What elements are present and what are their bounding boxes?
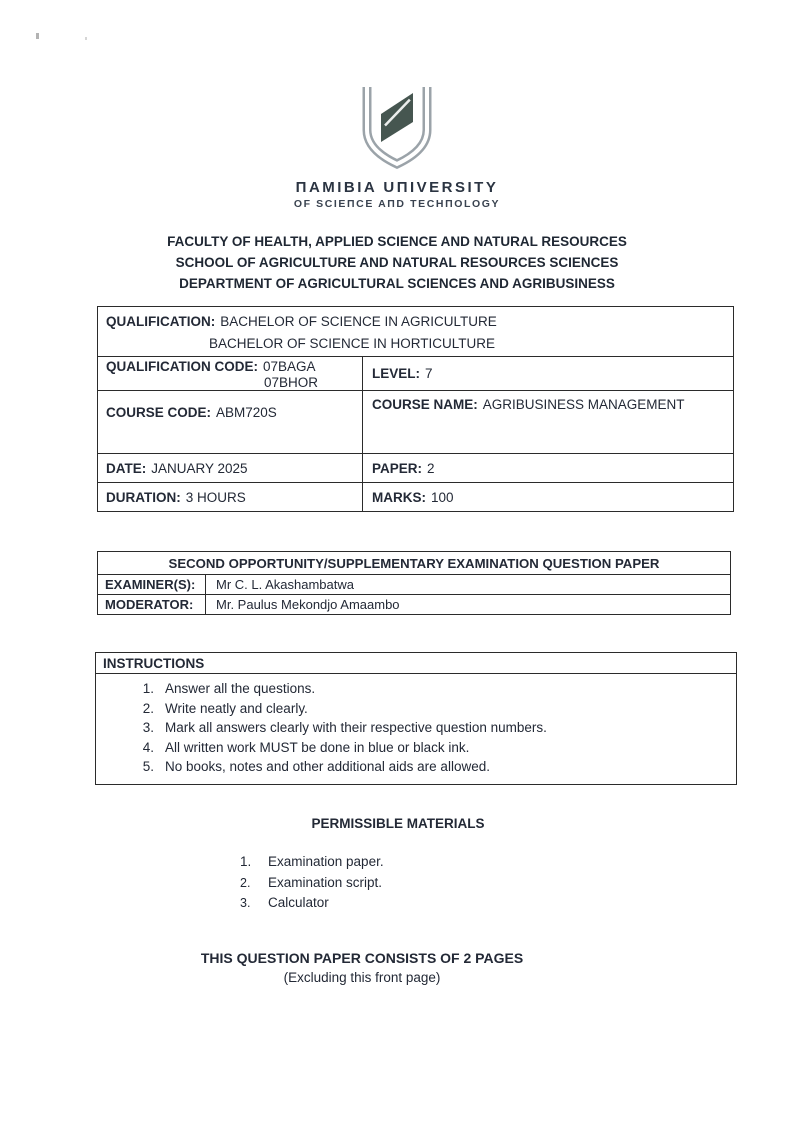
- qualification-value1: BACHELOR OF SCIENCE IN AGRICULTURE: [220, 314, 497, 329]
- permissible-materials-title: PERMISSIBLE MATERIALS: [311, 816, 485, 831]
- examiner-label: EXAMINER(S):: [98, 575, 206, 594]
- instructions-title: INSTRUCTIONS: [96, 653, 736, 674]
- instruction-item: [102, 757, 730, 777]
- date-value: JANUARY 2025: [151, 460, 248, 476]
- page-count-line: THIS QUESTION PAPER CONSISTS OF 2 PAGES: [200, 950, 524, 966]
- course-name-cell: [363, 391, 733, 453]
- qualification-line1: [106, 311, 725, 333]
- date-label: DATE:: [106, 460, 147, 476]
- permissible-number: 1.: [240, 854, 252, 869]
- faculty-line: FACULTY OF HEALTH, APPLIED SCIENCE AND NATURAL RESOURCES: [167, 234, 627, 249]
- permissible-number: 2.: [240, 875, 251, 890]
- permissible-number: 3.: [240, 896, 251, 910]
- permissible-materials-list: [240, 852, 384, 914]
- instructions-box: [95, 652, 737, 785]
- department-line: DEPARTMENT OF AGRICULTURAL SCIENCES AND AGRIBUSINESS: [179, 276, 615, 291]
- duration-value: 3 HOURS: [185, 489, 246, 505]
- paper-cell: [363, 454, 733, 482]
- instruction-text: Answer all the questions.: [165, 681, 316, 696]
- course-code-cell: [98, 391, 363, 453]
- instruction-number: 5.: [142, 759, 154, 774]
- examiner-row: [98, 574, 730, 594]
- university-name: ПAMIBIA UПIVERSITY: [295, 179, 499, 196]
- qualification-code-value2: 07BHOR: [264, 374, 319, 390]
- instruction-text: No books, notes and other additional aids are allowed.: [165, 759, 490, 774]
- page-count-note: [0, 948, 724, 988]
- course-details-table: [97, 306, 734, 512]
- permissible-text: Calculator: [268, 895, 329, 910]
- moderator-name: Mr. Paulus Mekondjo Amaambo: [216, 597, 400, 612]
- qualification-line2: BACHELOR OF SCIENCE IN HORTICULTURE: [209, 336, 496, 351]
- course-name-value: AGRIBUSINESS MANAGEMENT: [482, 397, 685, 412]
- level-value: 7: [425, 366, 433, 381]
- marks-value: 100: [431, 489, 454, 505]
- instruction-item: [102, 679, 730, 699]
- university-tagline: OF SCIEПCE AПD TECHПOLOGY: [293, 198, 501, 210]
- duration-cell: [98, 483, 363, 511]
- examiner-name: Mr C. L. Akashambatwa: [216, 577, 354, 592]
- course-code-label: COURSE CODE:: [106, 405, 212, 420]
- qualification-code-label: QUALIFICATION CODE:: [106, 359, 258, 374]
- permissible-item: [240, 873, 384, 894]
- instructions-list: [96, 674, 736, 784]
- permissible-item: [240, 852, 384, 873]
- course-code-value: ABM720S: [216, 405, 277, 420]
- paper-value: 2: [427, 460, 435, 476]
- qualification-label: QUALIFICATION:: [106, 314, 216, 329]
- instruction-number: 2.: [142, 700, 154, 716]
- qualification-code-cell: [98, 357, 363, 390]
- duration-label: DURATION:: [106, 489, 181, 505]
- instruction-text: Mark all answers clearly with their respective question numbers.: [165, 720, 547, 735]
- course-name-label: COURSE NAME:: [372, 397, 478, 412]
- permissible-item: [240, 893, 384, 914]
- instruction-number: 1.: [142, 681, 154, 696]
- marks-cell: [363, 483, 733, 511]
- level-cell: [363, 357, 733, 390]
- marks-label: MARKS:: [372, 489, 426, 505]
- scan-artifact: [85, 37, 87, 40]
- moderator-row: [98, 594, 730, 614]
- paper-label: PAPER:: [372, 460, 423, 476]
- university-shield-icon: [350, 80, 444, 174]
- university-logo: [0, 80, 794, 210]
- permissible-text: Examination script.: [268, 874, 383, 890]
- qualification-code-value1: 07BAGA: [263, 359, 316, 374]
- duration-row: [98, 482, 733, 511]
- instruction-number: 4.: [142, 739, 154, 755]
- instruction-text: All written work MUST be done in blue or black ink.: [165, 739, 470, 755]
- course-code-row: [98, 390, 733, 453]
- permissible-text: Examination paper.: [268, 854, 384, 869]
- page-count-subline: (Excluding this front page): [283, 970, 441, 985]
- qualification-code-row: [98, 356, 733, 390]
- instruction-item: [102, 699, 730, 719]
- faculty-heading-block: [0, 231, 794, 294]
- qualification-row: [98, 307, 733, 356]
- scan-artifact: [36, 33, 39, 39]
- moderator-label: MODERATOR:: [98, 595, 206, 614]
- level-label: LEVEL:: [372, 366, 421, 381]
- instruction-item: [102, 738, 730, 758]
- instruction-text: Write neatly and clearly.: [165, 700, 308, 716]
- school-line: SCHOOL OF AGRICULTURE AND NATURAL RESOURCES SCIENCES: [175, 255, 619, 270]
- instruction-number: 3.: [142, 720, 154, 735]
- instruction-item: [102, 718, 730, 738]
- date-cell: [98, 454, 363, 482]
- examiner-table: [97, 551, 731, 615]
- date-row: [98, 453, 733, 482]
- exam-paper-title: SECOND OPPORTUNITY/SUPPLEMENTARY EXAMINATION QUESTION PAPER: [168, 555, 660, 571]
